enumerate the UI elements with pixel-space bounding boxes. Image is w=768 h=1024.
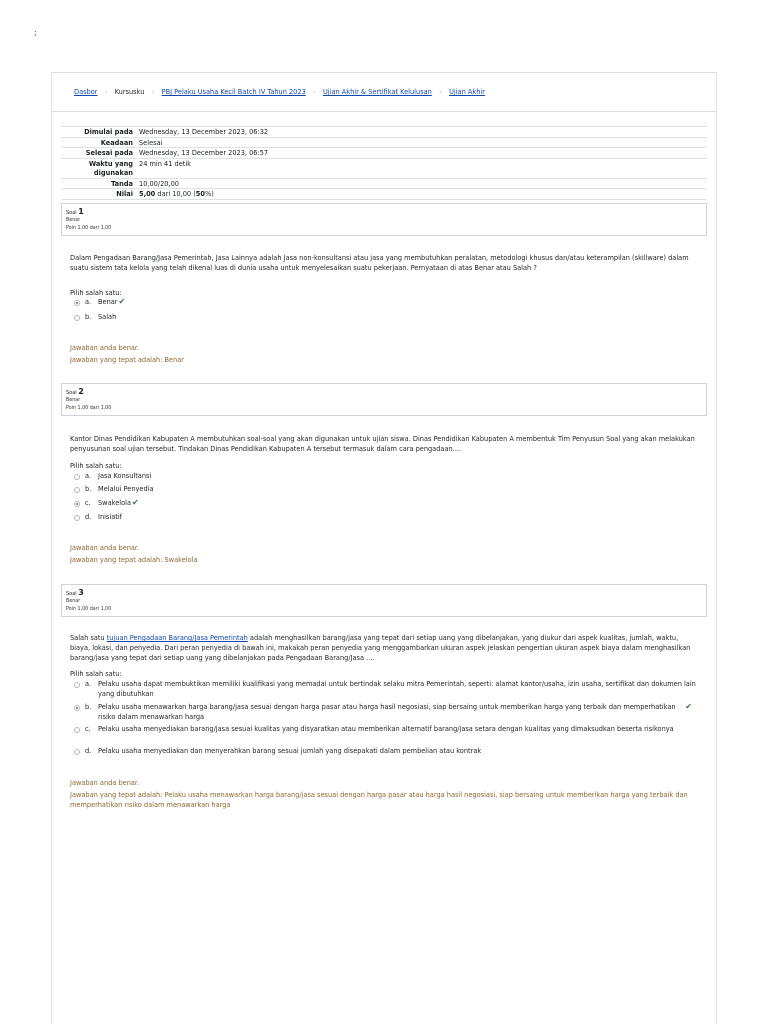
summary-value: Wednesday, 13 December 2023, 06:57: [137, 148, 707, 159]
radio-button[interactable]: [74, 749, 80, 755]
question-number: Soal 3: [66, 588, 84, 597]
breadcrumb: [74, 88, 485, 97]
radio-button[interactable]: [74, 300, 80, 306]
chevron-right-icon: ›: [438, 87, 443, 97]
question-info-3: [61, 584, 707, 617]
corner-mark: ;: [34, 28, 37, 37]
right-answer-text: Jawaban yang tepat adalah: Benar: [70, 356, 185, 364]
answer-option[interactable]: [74, 298, 704, 308]
question-text-3: Salah satu tujuan Pengadaan Barang/Jasa Pemerintah adalah menghasilkan barang/jasa yang tepat dari setiap uang yang dibelanjakan, yang diukur dari aspek kualitas, jumlah, waktu, biaya, lokasi, dan penyedia. Dari peran penyedia di bawah ini, makakah peran penyedia yang menggambarkan ukuran aspek jelaskan pengertian ukuran aspek biaya dalam menghasilkan barang/jasa yang tepat dari setiap uang yang dibelanjakan pada Pengadaan Barang/Jasa ....: [70, 634, 691, 662]
option-text: Jasa Konsultansi: [98, 472, 152, 480]
radio-button[interactable]: [74, 515, 80, 521]
answer-option[interactable]: [74, 499, 704, 509]
chevron-right-icon: ›: [104, 87, 108, 97]
question-text-1: Dalam Pengadaan Barang/Jasa Pemerintah, Jasa Lainnya adalah Jasa non-konsultansi atau jasa yang membutuhkan peralatan, metodologi khusus dan/atau keterampilan (skillware) dalam suatu sistem tata kelola yang telah dikenal luas di dunia usaha untuk menyelesaikan suatu pekerjaan. Pernyataan di atas Benar atau Salah ?: [70, 254, 689, 272]
breadcrumb-item-kursusku[interactable]: Kursusku: [114, 88, 145, 96]
grade-percent: 50: [195, 190, 205, 199]
question-state: Benar: [66, 599, 81, 605]
summary-row: [61, 137, 707, 148]
option-letter: a.: [85, 472, 92, 480]
question-grade: Poin 1,00 dari 1,00: [66, 225, 112, 231]
option-letter: a.: [85, 680, 92, 688]
option-letter: d.: [85, 747, 92, 755]
summary-value: Wednesday, 13 December 2023, 06:32: [137, 127, 707, 138]
radio-button[interactable]: [74, 727, 80, 733]
option-text: Pelaku usaha menyediakan dan menyerahkan barang sesuai jumlah yang disepakati dalam pembelian atau kontrak: [98, 747, 482, 755]
feedback-text: Jawaban anda benar.: [70, 544, 140, 552]
summary-label: Tanda: [61, 178, 137, 189]
summary-value: Selesai: [137, 137, 707, 148]
grade-mid: dari 10,00 (: [155, 190, 196, 199]
feedback-text: Jawaban anda benar.: [70, 779, 140, 787]
radio-button[interactable]: [74, 474, 80, 480]
question-number: Soal 2: [66, 387, 84, 396]
answer-prompt: Pilih salah satu:: [70, 462, 122, 470]
answer-option[interactable]: [74, 680, 704, 699]
radio-button[interactable]: [74, 501, 80, 507]
breadcrumb-bar: [51, 72, 717, 112]
answer-option[interactable]: [74, 472, 704, 482]
question-state: Benar: [66, 398, 81, 404]
check-icon: ✔: [685, 702, 692, 711]
answer-prompt: Pilih salah satu:: [70, 670, 122, 678]
radio-button[interactable]: [74, 487, 80, 493]
option-letter: b.: [85, 313, 92, 321]
summary-label: Selesai pada: [61, 148, 137, 159]
check-icon: ✔: [132, 498, 139, 507]
option-letter: c.: [85, 499, 91, 507]
summary-label: Dimulai pada: [61, 127, 137, 138]
question-number: Soal 1: [66, 207, 84, 216]
answer-option[interactable]: [74, 703, 704, 722]
option-text: Pelaku usaha menyediakan barang/jasa sesuai kualitas yang disyaratkan atau memberikan alternatif barang/jasa setara dengan kualitas yang dimaksudkan beserta risikonya: [98, 725, 674, 733]
answer-option[interactable]: [74, 725, 704, 735]
summary-label: Waktu yang digunakan: [61, 158, 137, 178]
feedback-text: Jawaban anda benar.: [70, 344, 140, 352]
summary-row: [61, 178, 707, 189]
right-answer-text: Jawaban yang tepat adalah: Pelaku usaha menawarkan harga barang/jasa sesuai dengan harga pasar atau harga hasil negosiasi, siap bersaing untuk memberikan harga yang terbaik dan memperhatikan risiko dalam menawarkan harga: [70, 791, 688, 809]
attempt-summary-table: [61, 126, 707, 200]
option-text: Pelaku usaha dapat membuktikan memiliki kualifikasi yang memadai untuk bertindak selaku mitra Pemerintah, seperti: alamat kantor/usaha, izin usaha, sertifikat dan dokumen lain yang dibutuhkan: [98, 680, 696, 698]
breadcrumb-item-dasbor[interactable]: Dasbor: [74, 88, 98, 96]
summary-value: [137, 189, 707, 200]
radio-button[interactable]: [74, 682, 80, 688]
answer-prompt: Pilih salah satu:: [70, 289, 122, 297]
right-answer-text: Jawaban yang tepat adalah: Swakelola: [70, 556, 198, 564]
option-letter: c.: [85, 725, 91, 733]
question-info-2: [61, 383, 707, 416]
grade-score: 5,00: [139, 190, 156, 199]
option-text: Pelaku usaha menawarkan harga barang/jasa sesuai dengan harga pasar atau harga hasil negosiasi, siap bersaing untuk memberikan harga yang terbaik dan memperhatikan risiko dalam menawarkan harga: [98, 703, 676, 721]
breadcrumb-item-course[interactable]: PBJ Pelaku Usaha Kecil Batch IV Tahun 2023: [161, 88, 306, 96]
summary-row: [61, 189, 707, 200]
option-text: Benar: [98, 298, 118, 306]
radio-button[interactable]: [74, 315, 80, 321]
summary-row: [61, 127, 707, 138]
summary-label: Nilai: [61, 189, 137, 200]
question-state: Benar: [66, 218, 81, 224]
breadcrumb-item-quiz[interactable]: Ujian Akhir: [449, 88, 485, 96]
option-text: Salah: [98, 313, 117, 321]
check-icon: ✔: [118, 297, 126, 306]
question-text-2: Kantor Dinas Pendidikan Kabupaten A membutuhkan soal-soal yang akan digunakan untuk ujian siswa. Dinas Pendidikan Kabupaten A membentuk Tim Penyusun Soal yang akan melakukan penyusunan soal ujian tersebut. Tindakan Dinas Pendidikan Kabupaten A tersebut termasuk dalam cara pengadaan....: [70, 435, 695, 453]
summary-row: [61, 158, 707, 178]
option-letter: d.: [85, 513, 92, 521]
chevron-right-icon: ›: [312, 87, 316, 97]
question-info-1: [61, 203, 707, 236]
option-text: Swakelola: [98, 499, 131, 507]
option-text: Melalui Penyedia: [98, 485, 154, 493]
option-letter: b.: [85, 703, 92, 711]
answer-option[interactable]: [74, 485, 704, 495]
question-grade: Poin 1,00 dari 1,00: [66, 606, 112, 612]
option-text: Inisiatif: [98, 513, 123, 521]
summary-value: 10,00/20,00: [137, 178, 707, 189]
glossary-link[interactable]: tujuan Pengadaan Barang/Jasa Pemerintah: [106, 634, 248, 642]
chevron-right-icon: ›: [151, 87, 155, 97]
summary-label: Keadaan: [61, 137, 137, 148]
grade-end: %): [204, 190, 214, 199]
answer-option[interactable]: [74, 747, 704, 757]
answer-option[interactable]: [74, 313, 704, 323]
radio-button[interactable]: [74, 705, 80, 711]
breadcrumb-item-section[interactable]: Ujian Akhir & Sertifikat Kelulusan: [322, 88, 432, 96]
summary-row: [61, 148, 707, 159]
option-letter: b.: [85, 485, 92, 493]
option-letter: a.: [85, 298, 92, 306]
answer-option[interactable]: [74, 513, 704, 523]
question-grade: Poin 1,00 dari 1,00: [66, 405, 112, 411]
summary-value: 24 min 41 detik: [137, 158, 707, 178]
